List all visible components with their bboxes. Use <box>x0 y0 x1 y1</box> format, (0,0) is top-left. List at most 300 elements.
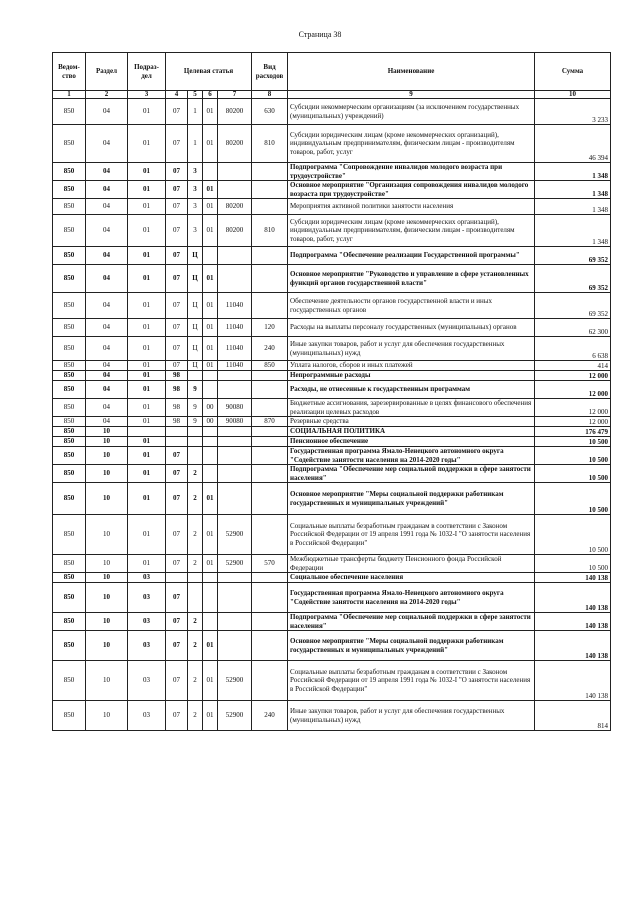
cell-podrazdel: 01 <box>128 515 166 555</box>
cell-cs-subprogram: Ц <box>188 337 203 361</box>
table-row <box>53 631 611 661</box>
cell-cs-subprogram: 2 <box>188 613 203 631</box>
cell-summa: 140 138 <box>535 661 611 701</box>
cell-naimenovanie: Основное мероприятие "Руководство и управление в сфере установленных функций органов государственной власти" <box>288 265 535 293</box>
cell-cs-subprogram <box>188 371 203 381</box>
cell-cs-program: 07 <box>166 337 188 361</box>
cell-cs-event: 01 <box>203 361 218 371</box>
cell-cs-subprogram <box>188 427 203 437</box>
cell-cs-subprogram: 1 <box>188 125 203 163</box>
cell-naimenovanie: Основное мероприятие "Меры социальной поддержки работникам государственных и муниципальных учреждений" <box>288 483 535 515</box>
cell-vid-rashodov <box>252 163 288 181</box>
table-row <box>53 417 611 427</box>
cell-podrazdel: 01 <box>128 181 166 199</box>
cell-razdel: 10 <box>86 483 128 515</box>
cell-vid-rashodov <box>252 293 288 319</box>
cell-cs-direction <box>218 573 252 583</box>
cell-cs-program: 07 <box>166 447 188 465</box>
cell-cs-program: 07 <box>166 701 188 731</box>
cell-vid-rashodov <box>252 437 288 447</box>
cell-naimenovanie: Социальное обеспечение населения <box>288 573 535 583</box>
cell-naimenovanie: Иные закупки товаров, работ и услуг для обеспечения государственных (муниципальных) нужд <box>288 701 535 731</box>
cell-podrazdel: 01 <box>128 381 166 399</box>
cell-naimenovanie: Подпрограмма "Обеспечение реализации Государственной программы" <box>288 247 535 265</box>
cell-vid-rashodov: 240 <box>252 337 288 361</box>
cell-podrazdel: 01 <box>128 163 166 181</box>
cell-razdel: 04 <box>86 381 128 399</box>
cell-cs-program <box>166 573 188 583</box>
cell-summa: 1 348 <box>535 181 611 199</box>
table-row <box>53 437 611 447</box>
cell-cs-direction <box>218 371 252 381</box>
cell-cs-event <box>203 427 218 437</box>
cell-naimenovanie: Субсидии некоммерческим организациям (за исключением государственных (муниципальных) учреждений) <box>288 99 535 125</box>
cell-cs-direction: 80200 <box>218 199 252 215</box>
cell-vedomstvo: 850 <box>53 661 86 701</box>
cell-summa: 140 138 <box>535 573 611 583</box>
cell-podrazdel: 01 <box>128 319 166 337</box>
cell-vedomstvo: 850 <box>53 631 86 661</box>
cell-vedomstvo: 850 <box>53 447 86 465</box>
cell-vid-rashodov: 630 <box>252 99 288 125</box>
cell-cs-direction <box>218 483 252 515</box>
cell-razdel: 10 <box>86 613 128 631</box>
table-row <box>53 361 611 371</box>
cell-cs-subprogram: 2 <box>188 483 203 515</box>
cell-summa: 1 348 <box>535 163 611 181</box>
cell-vedomstvo: 850 <box>53 215 86 247</box>
cell-cs-event: 01 <box>203 199 218 215</box>
cell-cs-subprogram: 2 <box>188 515 203 555</box>
cell-vid-rashodov <box>252 583 288 613</box>
budget-table <box>52 52 611 731</box>
cell-vid-rashodov <box>252 247 288 265</box>
cell-naimenovanie: Основное мероприятие "Меры социальной поддержки работникам государственных и муниципальных учреждений" <box>288 631 535 661</box>
cell-cs-direction <box>218 447 252 465</box>
cell-summa: 140 138 <box>535 613 611 631</box>
cell-podrazdel: 01 <box>128 361 166 371</box>
cell-cs-program: 07 <box>166 361 188 371</box>
cell-naimenovanie: Пенсионное обеспечение <box>288 437 535 447</box>
cell-vedomstvo: 850 <box>53 371 86 381</box>
cell-cs-event <box>203 583 218 613</box>
cell-cs-subprogram: 3 <box>188 199 203 215</box>
table-row <box>53 319 611 337</box>
cell-vid-rashodov <box>252 447 288 465</box>
cell-podrazdel: 03 <box>128 631 166 661</box>
cell-podrazdel: 01 <box>128 437 166 447</box>
cell-vedomstvo: 850 <box>53 319 86 337</box>
index-cell: 8 <box>252 91 288 99</box>
cell-cs-program <box>166 427 188 437</box>
table-row <box>53 447 611 465</box>
cell-podrazdel: 03 <box>128 573 166 583</box>
table-row <box>53 293 611 319</box>
cell-summa: 6 638 <box>535 337 611 361</box>
cell-vid-rashodov: 570 <box>252 555 288 573</box>
cell-cs-program: 07 <box>166 613 188 631</box>
cell-vid-rashodov: 810 <box>252 125 288 163</box>
cell-cs-direction <box>218 613 252 631</box>
cell-cs-subprogram: 3 <box>188 215 203 247</box>
cell-cs-event: 01 <box>203 125 218 163</box>
cell-cs-subprogram: 9 <box>188 399 203 417</box>
cell-cs-program: 07 <box>166 125 188 163</box>
cell-cs-program: 07 <box>166 583 188 613</box>
table-row <box>53 381 611 399</box>
cell-naimenovanie: Подпрограмма "Сопровождение инвалидов молодого возраста при трудоустройстве" <box>288 163 535 181</box>
cell-razdel: 10 <box>86 427 128 437</box>
cell-cs-direction: 11040 <box>218 337 252 361</box>
cell-cs-event: 01 <box>203 319 218 337</box>
cell-podrazdel: 01 <box>128 247 166 265</box>
table-row <box>53 199 611 215</box>
cell-razdel: 04 <box>86 293 128 319</box>
cell-cs-program: 98 <box>166 399 188 417</box>
cell-cs-direction <box>218 583 252 613</box>
cell-cs-direction: 80200 <box>218 215 252 247</box>
cell-cs-program: 07 <box>166 293 188 319</box>
cell-cs-event: 00 <box>203 417 218 427</box>
cell-vid-rashodov <box>252 465 288 483</box>
cell-vid-rashodov: 120 <box>252 319 288 337</box>
cell-cs-event: 01 <box>203 555 218 573</box>
cell-cs-event: 01 <box>203 701 218 731</box>
cell-razdel: 04 <box>86 265 128 293</box>
cell-cs-event: 01 <box>203 265 218 293</box>
cell-vid-rashodov <box>252 631 288 661</box>
cell-cs-event: 01 <box>203 515 218 555</box>
cell-naimenovanie: Расходы, не отнесенные к государственным программам <box>288 381 535 399</box>
cell-summa: 10 500 <box>535 515 611 555</box>
table-row <box>53 583 611 613</box>
cell-vedomstvo: 850 <box>53 555 86 573</box>
table-row <box>53 125 611 163</box>
cell-vedomstvo: 850 <box>53 613 86 631</box>
cell-razdel: 10 <box>86 631 128 661</box>
cell-summa: 1 348 <box>535 199 611 215</box>
col-header-naimenovanie: Наименование <box>288 53 535 91</box>
cell-vedomstvo: 850 <box>53 399 86 417</box>
cell-cs-subprogram: 2 <box>188 661 203 701</box>
cell-cs-direction <box>218 181 252 199</box>
cell-podrazdel: 01 <box>128 399 166 417</box>
cell-cs-direction <box>218 247 252 265</box>
cell-cs-direction <box>218 265 252 293</box>
cell-cs-event: 01 <box>203 483 218 515</box>
cell-cs-event: 01 <box>203 215 218 247</box>
cell-summa: 10 500 <box>535 465 611 483</box>
cell-cs-direction <box>218 163 252 181</box>
cell-cs-subprogram: 2 <box>188 555 203 573</box>
cell-summa: 10 500 <box>535 483 611 515</box>
cell-cs-program: 07 <box>166 483 188 515</box>
cell-vedomstvo: 850 <box>53 427 86 437</box>
cell-vedomstvo: 850 <box>53 199 86 215</box>
cell-naimenovanie: Государственная программа Ямало-Ненецкого автономного округа "Содействие занятости населения на 2014-2020 годы" <box>288 583 535 613</box>
cell-cs-subprogram: Ц <box>188 293 203 319</box>
cell-vid-rashodov <box>252 399 288 417</box>
cell-vid-rashodov: 240 <box>252 701 288 731</box>
cell-razdel: 10 <box>86 701 128 731</box>
cell-summa: 1 348 <box>535 215 611 247</box>
cell-podrazdel: 01 <box>128 265 166 293</box>
table-row <box>53 181 611 199</box>
cell-podrazdel: 01 <box>128 465 166 483</box>
cell-razdel: 10 <box>86 437 128 447</box>
cell-vid-rashodov <box>252 181 288 199</box>
cell-vid-rashodov: 850 <box>252 361 288 371</box>
cell-vedomstvo: 850 <box>53 381 86 399</box>
cell-cs-direction: 11040 <box>218 319 252 337</box>
cell-vedomstvo: 850 <box>53 293 86 319</box>
cell-razdel: 04 <box>86 337 128 361</box>
cell-cs-subprogram: Ц <box>188 265 203 293</box>
cell-razdel: 04 <box>86 181 128 199</box>
cell-razdel: 10 <box>86 447 128 465</box>
cell-cs-subprogram: 2 <box>188 701 203 731</box>
cell-cs-event <box>203 613 218 631</box>
cell-podrazdel: 01 <box>128 199 166 215</box>
cell-cs-program: 07 <box>166 181 188 199</box>
cell-razdel: 10 <box>86 583 128 613</box>
cell-cs-subprogram: Ц <box>188 319 203 337</box>
cell-cs-event: 01 <box>203 293 218 319</box>
cell-vedomstvo: 850 <box>53 515 86 555</box>
cell-cs-direction: 11040 <box>218 293 252 319</box>
cell-cs-direction: 80200 <box>218 125 252 163</box>
cell-vedomstvo: 850 <box>53 465 86 483</box>
cell-cs-subprogram <box>188 437 203 447</box>
cell-razdel: 04 <box>86 319 128 337</box>
cell-cs-direction: 52900 <box>218 661 252 701</box>
cell-naimenovanie: Обеспечение деятельности органов государственной власти и иных государственных органов <box>288 293 535 319</box>
cell-cs-direction: 52900 <box>218 515 252 555</box>
index-cell: 5 <box>188 91 203 99</box>
cell-podrazdel <box>128 427 166 437</box>
cell-summa: 12 000 <box>535 371 611 381</box>
cell-cs-subprogram: 3 <box>188 163 203 181</box>
cell-vedomstvo: 850 <box>53 573 86 583</box>
cell-razdel: 04 <box>86 125 128 163</box>
table-row <box>53 265 611 293</box>
cell-summa: 414 <box>535 361 611 371</box>
cell-cs-event: 00 <box>203 399 218 417</box>
cell-vid-rashodov <box>252 515 288 555</box>
cell-cs-event <box>203 381 218 399</box>
cell-cs-direction <box>218 427 252 437</box>
cell-cs-direction: 52900 <box>218 555 252 573</box>
cell-naimenovanie: Государственная программа Ямало-Ненецкого автономного округа "Содействие занятости населения на 2014-2020 годы" <box>288 447 535 465</box>
cell-podrazdel: 01 <box>128 99 166 125</box>
cell-summa: 12 000 <box>535 381 611 399</box>
cell-podrazdel: 03 <box>128 613 166 631</box>
col-header-vid-rashodov: Вид расходов <box>252 53 288 91</box>
cell-vedomstvo: 850 <box>53 99 86 125</box>
col-header-razdel: Раздел <box>86 53 128 91</box>
cell-podrazdel: 01 <box>128 447 166 465</box>
cell-cs-direction <box>218 381 252 399</box>
cell-summa: 12 000 <box>535 417 611 427</box>
cell-podrazdel: 01 <box>128 483 166 515</box>
cell-podrazdel: 03 <box>128 583 166 613</box>
cell-cs-event <box>203 437 218 447</box>
cell-cs-direction: 90080 <box>218 399 252 417</box>
col-header-vedomstvo: Ведом-ство <box>53 53 86 91</box>
cell-vid-rashodov <box>252 427 288 437</box>
cell-naimenovanie: Уплата налогов, сборов и иных платежей <box>288 361 535 371</box>
cell-summa: 176 479 <box>535 427 611 437</box>
cell-razdel: 04 <box>86 361 128 371</box>
cell-cs-program: 07 <box>166 247 188 265</box>
cell-cs-subprogram: 9 <box>188 417 203 427</box>
cell-cs-subprogram: 2 <box>188 631 203 661</box>
table-row <box>53 613 611 631</box>
table-row <box>53 371 611 381</box>
index-cell: 6 <box>203 91 218 99</box>
table-row <box>53 99 611 125</box>
cell-summa: 69 352 <box>535 265 611 293</box>
cell-vedomstvo: 850 <box>53 701 86 731</box>
table-row <box>53 515 611 555</box>
index-cell: 7 <box>218 91 252 99</box>
cell-cs-program: 07 <box>166 515 188 555</box>
cell-cs-subprogram: 9 <box>188 381 203 399</box>
cell-cs-direction <box>218 465 252 483</box>
cell-razdel: 04 <box>86 99 128 125</box>
cell-razdel: 10 <box>86 661 128 701</box>
cell-summa: 69 352 <box>535 293 611 319</box>
cell-summa: 69 352 <box>535 247 611 265</box>
cell-cs-program: 07 <box>166 199 188 215</box>
cell-cs-program: 07 <box>166 631 188 661</box>
cell-vedomstvo: 850 <box>53 163 86 181</box>
cell-cs-program <box>166 437 188 447</box>
table-row <box>53 427 611 437</box>
table-body <box>53 99 611 731</box>
index-cell: 10 <box>535 91 611 99</box>
cell-naimenovanie: Социальные выплаты безработным гражданам в соответствии с Законом Российской Федерации от 19 апреля 1991 года № 1032-I "О занятости населения в Российской Федерации" <box>288 661 535 701</box>
cell-naimenovanie: Основное мероприятие "Организация сопровождения инвалидов молодого возраста при трудоустройстве" <box>288 181 535 199</box>
cell-cs-subprogram: 2 <box>188 465 203 483</box>
table-row <box>53 661 611 701</box>
cell-vedomstvo: 850 <box>53 265 86 293</box>
table-row <box>53 465 611 483</box>
cell-podrazdel: 03 <box>128 701 166 731</box>
cell-podrazdel: 01 <box>128 337 166 361</box>
cell-vid-rashodov <box>252 661 288 701</box>
table-row <box>53 555 611 573</box>
cell-vid-rashodov <box>252 613 288 631</box>
cell-cs-event: 01 <box>203 661 218 701</box>
index-cell: 4 <box>166 91 188 99</box>
cell-naimenovanie: Иные закупки товаров, работ и услуг для обеспечения государственных (муниципальных) нужд <box>288 337 535 361</box>
cell-naimenovanie: Подпрограмма "Обеспечение мер социальной поддержки в сфере занятости населения" <box>288 465 535 483</box>
cell-cs-event <box>203 247 218 265</box>
col-header-podrazdel: Подраз-дел <box>128 53 166 91</box>
cell-cs-program: 07 <box>166 163 188 181</box>
cell-naimenovanie: Субсидии юридическим лицам (кроме некоммерческих организаций), индивидуальным предпринимателям, физическим лицам - производителям товаров, работ, услуг <box>288 215 535 247</box>
table-row <box>53 247 611 265</box>
cell-razdel: 04 <box>86 215 128 247</box>
cell-cs-program: 07 <box>166 265 188 293</box>
cell-vedomstvo: 850 <box>53 437 86 447</box>
cell-naimenovanie: Непрограммные расходы <box>288 371 535 381</box>
cell-summa: 140 138 <box>535 583 611 613</box>
cell-cs-direction: 52900 <box>218 701 252 731</box>
cell-cs-subprogram: Ц <box>188 361 203 371</box>
cell-cs-direction <box>218 631 252 661</box>
cell-summa: 10 500 <box>535 437 611 447</box>
cell-cs-direction: 80200 <box>218 99 252 125</box>
cell-cs-event <box>203 465 218 483</box>
cell-vid-rashodov <box>252 483 288 515</box>
cell-razdel: 04 <box>86 247 128 265</box>
cell-cs-program: 07 <box>166 661 188 701</box>
cell-vid-rashodov <box>252 265 288 293</box>
cell-podrazdel: 03 <box>128 661 166 701</box>
cell-cs-subprogram <box>188 583 203 613</box>
cell-vedomstvo: 850 <box>53 125 86 163</box>
cell-cs-program: 98 <box>166 371 188 381</box>
page-number: Страница 38 <box>298 30 342 39</box>
cell-cs-program: 07 <box>166 555 188 573</box>
cell-naimenovanie: Резервные средства <box>288 417 535 427</box>
cell-cs-event: 01 <box>203 99 218 125</box>
index-cell: 9 <box>288 91 535 99</box>
cell-vedomstvo: 850 <box>53 337 86 361</box>
col-header-celevaya-statya: Целевая статья <box>166 53 252 91</box>
table-row <box>53 163 611 181</box>
cell-naimenovanie: Бюджетные ассигнования, зарезервированные в целях финансового обеспечения реализации целевых расходов <box>288 399 535 417</box>
cell-razdel: 04 <box>86 199 128 215</box>
cell-cs-direction: 11040 <box>218 361 252 371</box>
cell-razdel: 10 <box>86 515 128 555</box>
cell-naimenovanie: Расходы на выплаты персоналу государственных (муниципальных) органов <box>288 319 535 337</box>
index-cell: 3 <box>128 91 166 99</box>
table-row <box>53 573 611 583</box>
table-row <box>53 337 611 361</box>
cell-razdel: 10 <box>86 555 128 573</box>
cell-vedomstvo: 850 <box>53 483 86 515</box>
cell-razdel: 04 <box>86 163 128 181</box>
cell-cs-program: 07 <box>166 215 188 247</box>
cell-summa: 3 233 <box>535 99 611 125</box>
cell-cs-program: 07 <box>166 319 188 337</box>
cell-cs-subprogram: Ц <box>188 247 203 265</box>
cell-vid-rashodov <box>252 573 288 583</box>
cell-podrazdel: 01 <box>128 215 166 247</box>
cell-cs-event <box>203 447 218 465</box>
cell-vedomstvo: 850 <box>53 361 86 371</box>
cell-vid-rashodov: 870 <box>252 417 288 427</box>
cell-vid-rashodov <box>252 371 288 381</box>
cell-razdel: 10 <box>86 465 128 483</box>
cell-naimenovanie: Субсидии юридическим лицам (кроме некоммерческих организаций), индивидуальным предпринимателям, физическим лицам - производителям товаров, работ, услуг <box>288 125 535 163</box>
cell-cs-event <box>203 573 218 583</box>
cell-cs-event <box>203 163 218 181</box>
index-row <box>53 91 611 99</box>
header-row <box>53 53 611 91</box>
cell-cs-event <box>203 371 218 381</box>
cell-cs-subprogram: 1 <box>188 99 203 125</box>
cell-summa: 46 394 <box>535 125 611 163</box>
cell-podrazdel: 01 <box>128 555 166 573</box>
cell-podrazdel: 01 <box>128 293 166 319</box>
table-row <box>53 215 611 247</box>
cell-vedomstvo: 850 <box>53 247 86 265</box>
cell-naimenovanie: Мероприятия активной политики занятости населения <box>288 199 535 215</box>
